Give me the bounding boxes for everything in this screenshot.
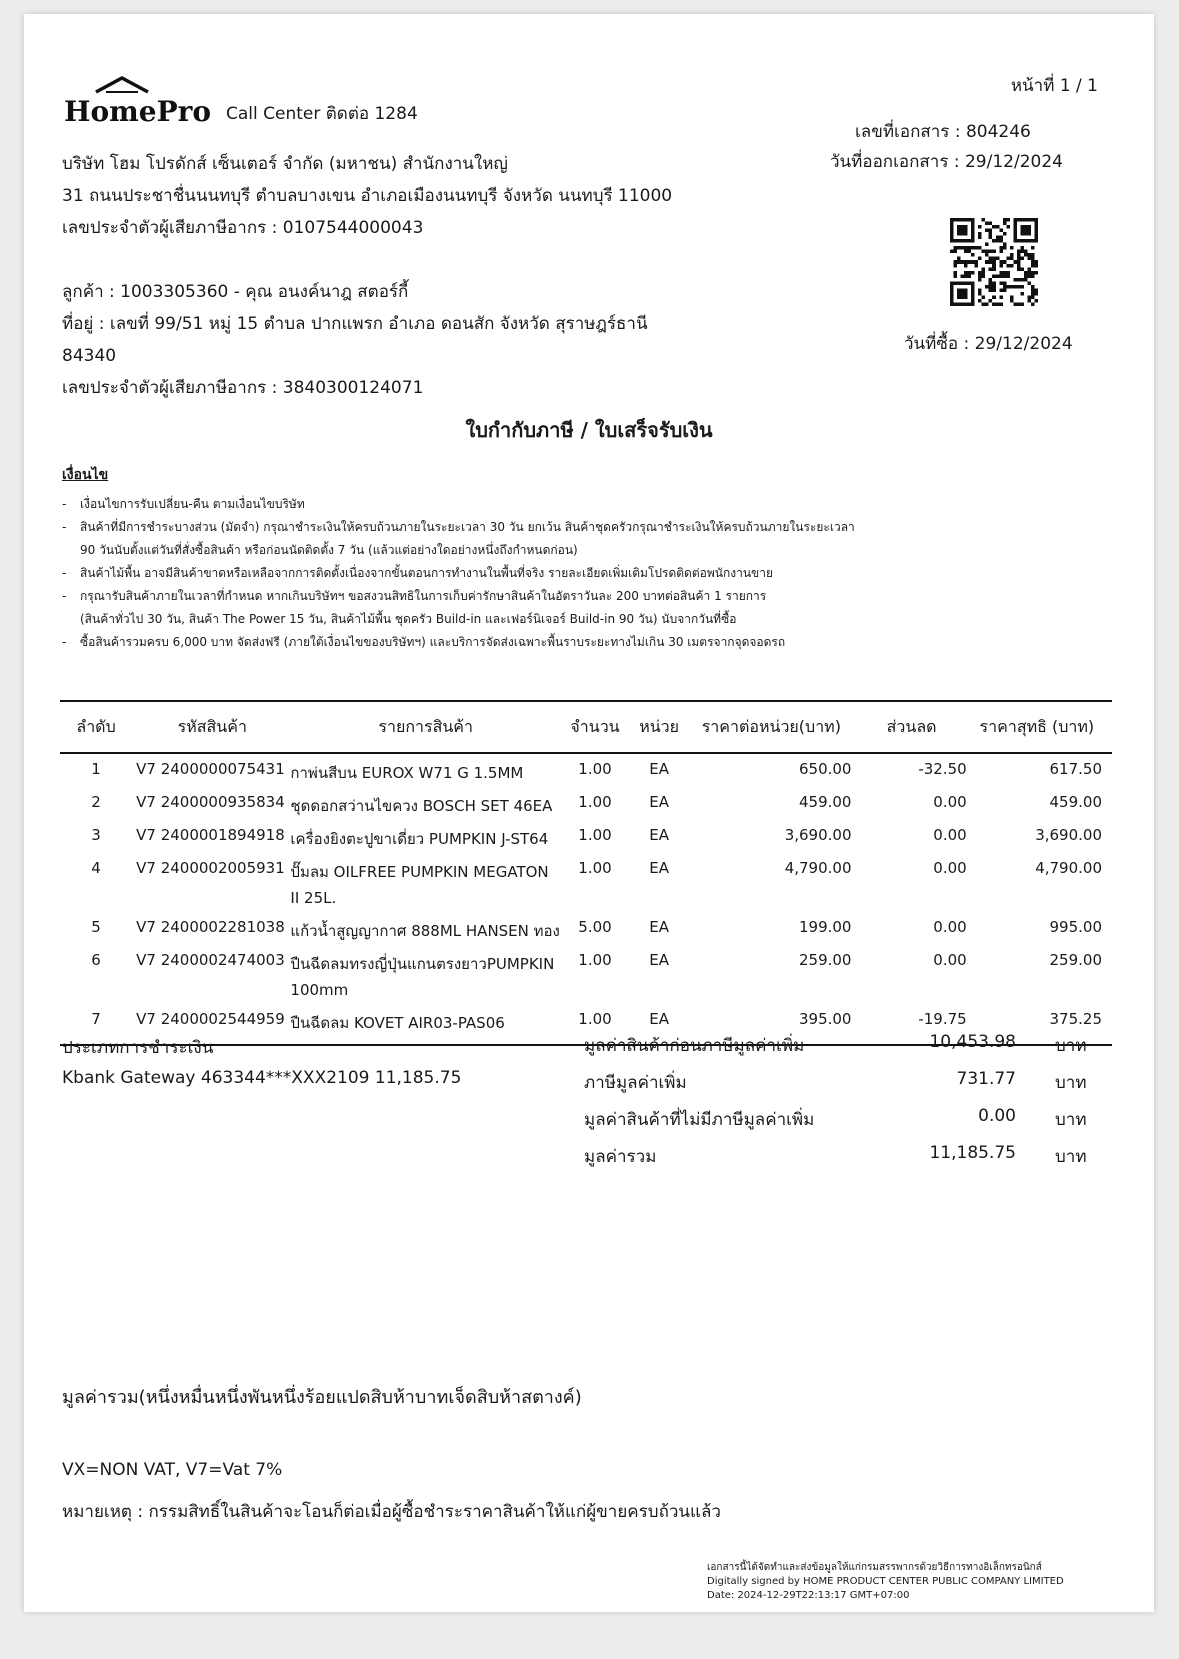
- logo-text: HomePro: [64, 95, 212, 128]
- company-tax-id: เลขประจำตัวผู้เสียภาษีอากร : 0107544000043: [62, 218, 424, 238]
- cell-quantity: 1.00: [578, 859, 612, 877]
- col-header-index: ลำดับ: [60, 701, 132, 753]
- summary-unit: บาท: [1055, 1036, 1087, 1056]
- condition-line: - กรุณารับสินค้าภายในเวลาที่กำหนด หากเกินบริษัทฯ ขอสงวนสิทธิในการเก็บค่ารักษาสินค้าในอัตราวันละ 200 บาทต่อสินค้า 1 รายการ: [62, 589, 767, 603]
- call-center: Call Center ติดต่อ 1284: [226, 104, 418, 124]
- invoice-page: [24, 14, 1154, 1612]
- cell-code: V7 2400002005931: [136, 859, 285, 877]
- cell-index: 6: [91, 951, 101, 969]
- cell-discount: 0.00: [933, 826, 967, 844]
- table-row: [60, 753, 1112, 787]
- cell-net-price: 3,690.00: [1035, 826, 1102, 844]
- cell-discount: 0.00: [933, 859, 967, 877]
- company-address: 31 ถนนประชาชื่นนนทบุรี ตำบลบางเขน อำเภอเมืองนนทบุรี จังหวัด นนทบุรี 11000: [62, 186, 673, 206]
- customer-address-line1: ที่อยู่ : เลขที่ 99/51 หมู่ 15 ตำบล ปากแพรก อำเภอ ดอนสัก จังหวัด สุราษฎร์ธานี: [62, 314, 648, 334]
- qr-code-icon: [950, 218, 1038, 306]
- cell-index: 5: [91, 918, 101, 936]
- condition-line: (สินค้าทั่วไป 30 วัน, สินค้า The Power 15 วัน, สินค้าไม้พื้น ชุดครัว Build-in และเฟอร์นิเจอร์ Build-in 90 วัน) นับจากวันที่ซื้อ: [80, 612, 737, 626]
- summary-row: [584, 1106, 1104, 1143]
- items-table: [60, 700, 1112, 1046]
- table-row: [60, 945, 1112, 1004]
- cell-description: ปืนฉีดลมทรงญี่ปุ่นแกนตรงยาวPUMPKIN 100mm: [290, 955, 555, 999]
- col-header-discount: ส่วนลด: [855, 701, 970, 753]
- condition-line: - สินค้าที่มีการชำระบางส่วน (มัดจำ) กรุณาชำระเงินให้ครบถ้วนภายในระยะเวลา 30 วัน ยกเว้น สินค้าชุดครัวกรุณาชำระเงินให้ครบถ้วนภายในระยะเวลา: [62, 520, 855, 534]
- cell-net-price: 259.00: [1049, 951, 1102, 969]
- summary-label: มูลค่าสินค้าที่ไม่มีภาษีมูลค่าเพิ่ม: [584, 1110, 815, 1130]
- summary-section: [584, 1032, 1104, 1180]
- cell-discount: 0.00: [933, 918, 967, 936]
- payment-type-label: ประเภทการชำระเงิน: [62, 1038, 214, 1058]
- cell-net-price: 375.25: [971, 1004, 1112, 1045]
- digital-signature: [707, 1561, 1064, 1603]
- company-name: บริษัท โฮม โปรดักส์ เซ็นเตอร์ จำกัด (มหาชน) สำนักงานใหญ่: [62, 154, 508, 174]
- summary-value: 731.77: [956, 1069, 1016, 1089]
- summary-value: 0.00: [978, 1106, 1016, 1126]
- company-info: [62, 148, 672, 244]
- issue-date: วันที่ออกเอกสาร : 29/12/2024: [830, 152, 1063, 172]
- col-header-description: รายการสินค้า: [289, 701, 562, 753]
- purchase-date: วันที่ซื้อ : 29/12/2024: [904, 334, 1073, 354]
- cell-unit: EA: [649, 793, 669, 811]
- cell-description: กาพ่นสีบน EUROX W71 G 1.5MM: [290, 764, 524, 782]
- cell-quantity: 5.00: [578, 918, 612, 936]
- cell-code: V7 2400002544959: [132, 1004, 289, 1045]
- conditions-title: เงื่อนไข: [62, 467, 109, 483]
- cell-unit: EA: [628, 1004, 690, 1045]
- homepro-logo-mark: [62, 74, 222, 132]
- cell-description: แก้วน้ำสูญญากาศ 888ML HANSEN ทอง: [290, 922, 560, 940]
- cell-index: 3: [91, 826, 101, 844]
- homepro-logo: [62, 74, 222, 132]
- condition-line: - เงื่อนไขการรับเปลี่ยน-คืน ตามเงื่อนไขบริษัท: [62, 497, 305, 511]
- conditions-section: [62, 464, 855, 654]
- cell-discount: -19.75: [855, 1004, 970, 1045]
- summary-unit: บาท: [1055, 1073, 1087, 1093]
- cell-discount: -32.50: [918, 760, 967, 778]
- amount-in-words: มูลค่ารวม(หนึ่งหมื่นหนึ่งพันหนึ่งร้อยแปดสิบห้าบาทเจ็ดสิบห้าสตางค์): [62, 1387, 582, 1408]
- cell-index: 7: [60, 1004, 132, 1045]
- cell-net-price: 617.50: [1049, 760, 1102, 778]
- cell-discount: 0.00: [933, 793, 967, 811]
- document-number: เลขที่เอกสาร : 804246: [855, 122, 1031, 142]
- cell-quantity: 1.00: [562, 1004, 628, 1045]
- cell-description: ปืนฉีดลม KOVET AIR03-PAS06: [289, 1004, 562, 1045]
- summary-unit: บาท: [1055, 1147, 1087, 1167]
- col-header-quantity: จำนวน: [562, 701, 628, 753]
- cell-unit-price: 650.00: [798, 760, 852, 778]
- cell-code: V7 2400000935834: [136, 793, 285, 811]
- customer-tax-id: เลขประจำตัวผู้เสียภาษีอากร : 3840300124071: [62, 378, 424, 398]
- summary-label: ภาษีมูลค่าเพิ่ม: [584, 1073, 687, 1093]
- customer-info: [62, 276, 648, 404]
- cell-unit: EA: [649, 918, 669, 936]
- signature-line2: Digitally signed by HOME PRODUCT CENTER PUBLIC COMPANY LIMITED: [707, 1576, 1064, 1587]
- cell-unit-price: 459.00: [798, 793, 852, 811]
- signature-line3: Date: 2024-12-29T22:13:17 GMT+07:00: [707, 1590, 910, 1601]
- summary-row: [584, 1032, 1104, 1069]
- table-row: [60, 853, 1112, 912]
- cell-net-price: 995.00: [1049, 918, 1102, 936]
- cell-net-price: 4,790.00: [1035, 859, 1102, 877]
- summary-value: 10,453.98: [929, 1032, 1016, 1052]
- cell-index: 2: [91, 793, 101, 811]
- col-header-code: รหัสสินค้า: [132, 701, 289, 753]
- payment-detail: Kbank Gateway 463344***XXX2109 11,185.75: [62, 1068, 462, 1088]
- customer-address-line2: 84340: [62, 346, 117, 366]
- page-number: หน้าที่ 1 / 1: [1010, 76, 1098, 96]
- cell-net-price: 459.00: [1049, 793, 1102, 811]
- signature-line1: เอกสารนี้ได้จัดทำและส่งข้อมูลให้แก่กรมสรรพากรด้วยวิธีการทางอิเล็กทรอนิกส์: [707, 1562, 1042, 1573]
- remark: หมายเหตุ : กรรมสิทธิ์ในสินค้าจะโอนก็ต่อเมื่อผู้ซื้อชำระราคาสินค้าให้แก่ผู้ขายครบถ้วนแล้ว: [62, 1502, 721, 1522]
- cell-index: 4: [91, 859, 101, 877]
- vat-note: VX=NON VAT, V7=Vat 7%: [62, 1460, 283, 1480]
- table-header-row: [60, 701, 1112, 753]
- summary-label: มูลค่าสินค้าก่อนภาษีมูลค่าเพิ่ม: [584, 1036, 805, 1056]
- table-row: [60, 912, 1112, 945]
- cell-unit-price: 395.00: [690, 1004, 855, 1045]
- cell-unit: EA: [649, 951, 669, 969]
- col-header-unit-price: ราคาต่อหน่วย(บาท): [690, 701, 855, 753]
- cell-unit: EA: [649, 826, 669, 844]
- cell-discount: 0.00: [933, 951, 967, 969]
- cell-unit-price: 3,690.00: [784, 826, 852, 844]
- cell-code: V7 2400002474003: [136, 951, 285, 969]
- cell-unit: EA: [649, 859, 669, 877]
- document-title: ใบกำกับภาษี / ใบเสร็จรับเงิน: [465, 418, 713, 442]
- summary-unit: บาท: [1055, 1110, 1087, 1130]
- summary-row: [584, 1069, 1104, 1106]
- table-row: [60, 787, 1112, 820]
- cell-code: V7 2400002281038: [136, 918, 285, 936]
- cell-code: V7 2400001894918: [136, 826, 285, 844]
- col-header-net-price: ราคาสุทธิ (บาท): [971, 701, 1112, 753]
- condition-line: - ซื้อสินค้ารวมครบ 6,000 บาท จัดส่งฟรี (ภายใต้เงื่อนไขของบริษัทฯ) และบริการจัดส่งเฉพาะพื้นราบระยะทางไม่เกิน 30 เมตรจากจุดจอดรถ: [62, 635, 786, 649]
- col-header-unit: หน่วย: [628, 701, 690, 753]
- cell-index: 1: [91, 760, 101, 778]
- cell-unit: EA: [649, 760, 669, 778]
- table-row: [60, 820, 1112, 853]
- cell-quantity: 1.00: [578, 826, 612, 844]
- cell-quantity: 1.00: [578, 760, 612, 778]
- summary-row: [584, 1143, 1104, 1180]
- cell-unit-price: 199.00: [798, 918, 852, 936]
- summary-label: มูลค่ารวม: [584, 1147, 657, 1167]
- cell-quantity: 1.00: [578, 951, 612, 969]
- cell-description: เครื่องยิงตะปูขาเดี่ยว PUMPKIN J-ST64: [290, 830, 549, 848]
- cell-unit-price: 259.00: [798, 951, 852, 969]
- summary-value: 11,185.75: [929, 1143, 1016, 1163]
- customer-name: ลูกค้า : 1003305360 - คุณ อนงค์นาฎ สตอร์กี้: [62, 282, 409, 302]
- condition-line: 90 วันนับตั้งแต่วันที่สั่งซื้อสินค้า หรือก่อนนัดติดตั้ง 7 วัน (แล้วแต่อย่างใดอย่างหนึ่งถึงกำหนดก่อน): [80, 543, 578, 557]
- cell-description: ชุดดอกสว่านไขควง BOSCH SET 46EA: [290, 797, 553, 815]
- cell-description: ปั๊มลม OILFREE PUMPKIN MEGATON II 25L.: [290, 863, 549, 907]
- cell-quantity: 1.00: [578, 793, 612, 811]
- cell-unit-price: 4,790.00: [784, 859, 852, 877]
- condition-line: - สินค้าไม้พื้น อาจมีสินค้าขาดหรือเหลือจากการติดตั้งเนื่องจากขั้นตอนการทำงานในพื้นที่จริง รายละเอียดเพิ่มเติมโปรดติดต่อพนักงานขาย: [62, 566, 773, 580]
- cell-code: V7 2400000075431: [136, 760, 285, 778]
